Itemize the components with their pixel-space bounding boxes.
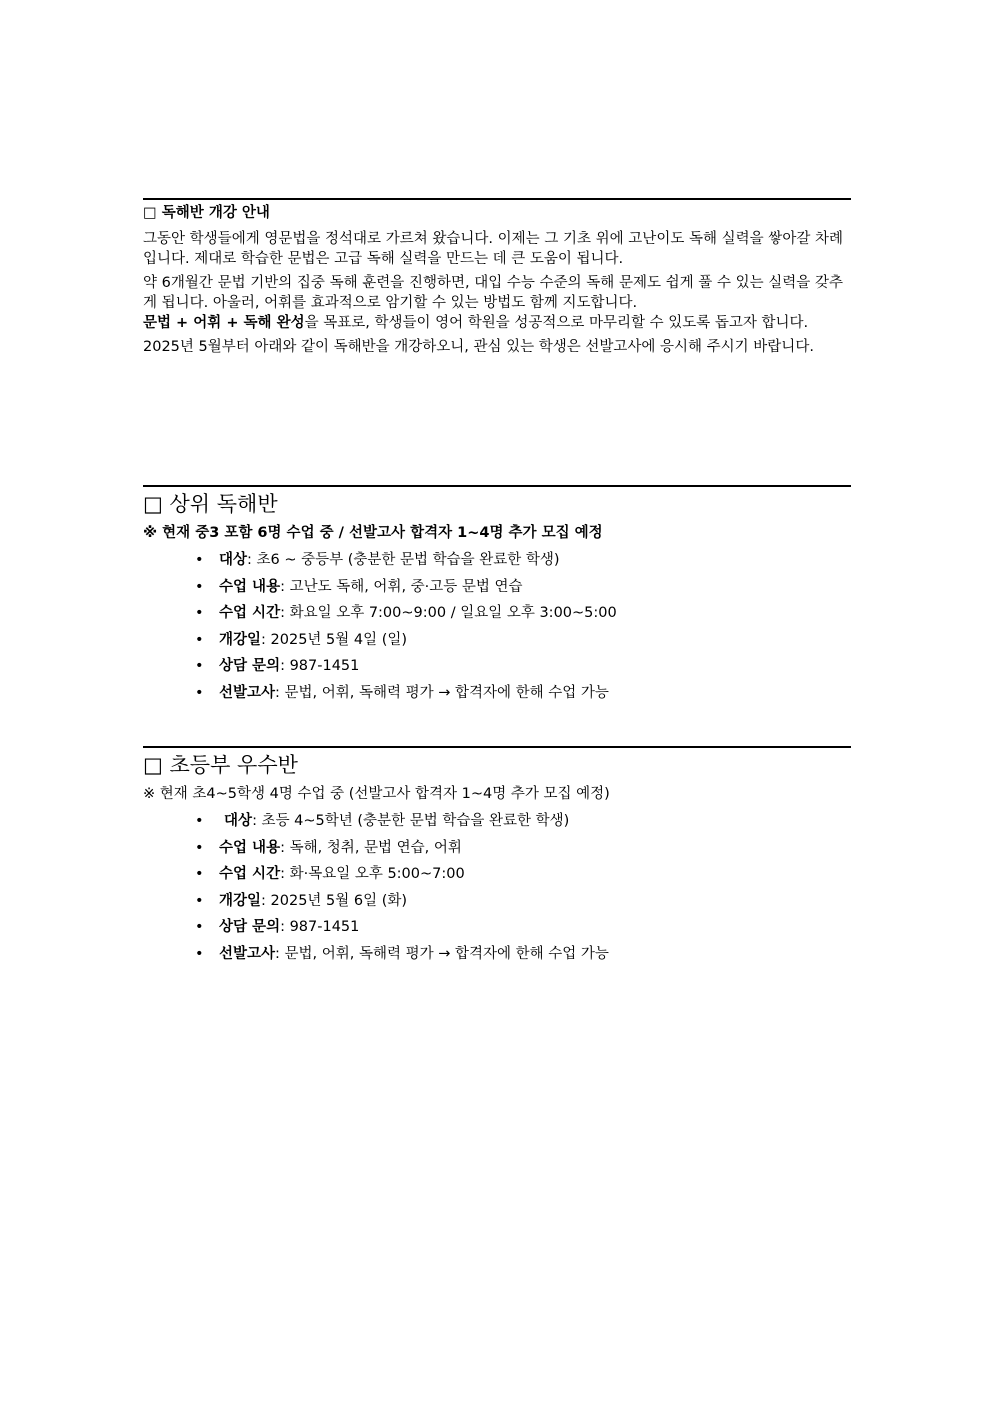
intro-heading: □ 독해반 개강 안내 [143, 205, 270, 221]
detail-label: 선발고사 [219, 684, 276, 701]
detail-value: : 2025년 5월 4일 (일) [261, 631, 408, 648]
top-divider [143, 198, 851, 200]
bullet-icon: • [195, 813, 204, 829]
intro-paragraph-1: 그동안 학생들에게 영문법을 정석대로 가르쳐 왔습니다. 이제는 그 기초 위에 고난이도 독해 실력을 쌓아갈 차례입니다. 제대로 학습한 문법은 고급 독해 실력을 만드는 데 큰 도움이 됩니다. [143, 231, 843, 267]
list-item [191, 941, 843, 968]
advanced-class-title: □ 상위 독해반 [143, 492, 278, 516]
intro-paragraph-3 [143, 313, 843, 333]
advanced-class-details [143, 547, 843, 706]
detail-value: : 화·목요일 오후 5:00~7:00 [280, 866, 465, 882]
detail-label: 선발고사 [219, 945, 276, 962]
list-item [191, 653, 843, 680]
bullet-icon: • [195, 578, 204, 595]
intro-section [143, 203, 843, 361]
advanced-class-section [143, 489, 843, 706]
bullet-icon: • [195, 919, 204, 935]
advanced-divider [143, 485, 851, 487]
detail-label: 개강일 [219, 892, 262, 909]
list-item [191, 600, 843, 627]
elementary-class-note: ※ 현재 초4~5학생 4명 수업 중 (선발고사 합격자 1~4명 추가 모집 예정) [143, 786, 610, 802]
bullet-icon: • [195, 839, 204, 856]
intro-paragraph-2: 약 6개월간 문법 기반의 집중 독해 훈련을 진행하면, 대입 수능 수준의 독해 문제도 쉽게 풀 수 있는 실력을 갖추게 됩니다. 아울러, 어휘를 효과적으로 암기할 수 있는 방법도 함께 지도합니다. [143, 275, 843, 311]
detail-value: : 초6 ~ 중등부 (충분한 문법 학습을 완료한 학생) [247, 552, 560, 568]
list-item [191, 861, 843, 888]
list-item [191, 680, 843, 707]
detail-label: 수업 시간 [219, 605, 281, 621]
list-item [191, 808, 843, 835]
elementary-class-section [143, 750, 843, 967]
advanced-class-note: ※ 현재 중3 포함 6명 수업 중 / 선발고사 합격자 1~4명 추가 모집 예정 [143, 525, 603, 541]
bullet-icon: • [195, 631, 204, 648]
detail-value: : 초등 4~5학년 (충분한 문법 학습을 완료한 학생) [252, 813, 570, 829]
detail-value: : 문법, 어휘, 독해력 평가 → 합격자에 한해 수업 가능 [275, 684, 609, 701]
elementary-class-title: □ 초등부 우수반 [143, 753, 298, 777]
detail-label: 개강일 [219, 631, 262, 648]
elementary-divider [143, 746, 851, 748]
list-item [191, 835, 843, 862]
intro-goal-text: 을 목표로, 학생들이 영어 학원을 성공적으로 마무리할 수 있도록 돕고자 합니다. [304, 315, 809, 331]
bullet-icon: • [195, 552, 204, 568]
bullet-icon: • [195, 684, 204, 701]
list-item [191, 627, 843, 654]
detail-value: : 독해, 청취, 문법 연습, 어휘 [280, 839, 462, 856]
detail-value: : 화요일 오후 7:00~9:00 / 일요일 오후 3:00~5:00 [280, 605, 617, 621]
list-item [191, 914, 843, 941]
detail-value: : 문법, 어휘, 독해력 평가 → 합격자에 한해 수업 가능 [275, 945, 609, 962]
bullet-icon: • [195, 892, 204, 909]
detail-label: 대상 [219, 552, 248, 568]
elementary-class-details [143, 808, 843, 967]
list-item [191, 574, 843, 601]
detail-label: 상담 문의 [219, 919, 281, 935]
detail-value: : 2025년 5월 6일 (화) [261, 892, 408, 909]
detail-label: 수업 시간 [219, 866, 281, 882]
detail-value: : 고난도 독해, 어휘, 중·고등 문법 연습 [280, 578, 523, 595]
intro-paragraph-4: 2025년 5월부터 아래와 같이 독해반을 개강하오니, 관심 있는 학생은 선발고사에 응시해 주시기 바랍니다. [143, 339, 814, 355]
list-item [191, 888, 843, 915]
detail-label: 대상 [219, 813, 253, 829]
detail-value: : 987-1451 [280, 658, 360, 674]
bullet-icon: • [195, 945, 204, 962]
detail-value: : 987-1451 [280, 919, 360, 935]
bullet-icon: • [195, 605, 204, 621]
list-item [191, 547, 843, 574]
bullet-icon: • [195, 658, 204, 674]
detail-label: 상담 문의 [219, 658, 281, 674]
bullet-icon: • [195, 866, 204, 882]
detail-label: 수업 내용 [219, 578, 281, 595]
intro-goal-highlight: 문법 + 어휘 + 독해 완성 [143, 315, 305, 331]
detail-label: 수업 내용 [219, 839, 281, 856]
